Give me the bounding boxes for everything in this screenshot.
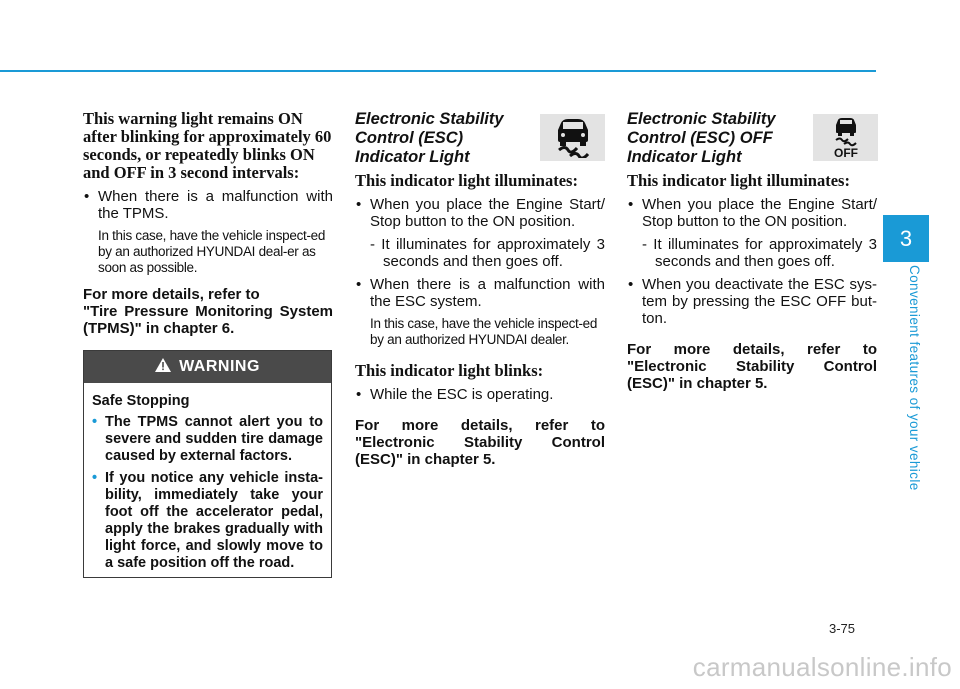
column-esc	[355, 110, 605, 468]
column-esc-off	[627, 110, 877, 392]
list-item: • When you place the Engine Start/ Stop button to the ON position.	[627, 196, 877, 230]
esc-heading: Electronic Stability Control (ESC) Indicator Light	[355, 110, 504, 166]
esc-note: In this case, have the vehicle inspect-ed by an authorized HYUNDAI dealer.	[370, 316, 598, 347]
warning-label: WARNING	[179, 358, 260, 375]
list-item: • When you deactivate the ESC sys-tem by pressing the ESC OFF but-ton.	[627, 276, 877, 327]
chapter-title: Convenient features of your vehicle	[907, 265, 922, 491]
reference-line: For more details, refer to	[83, 286, 260, 303]
esc-reference	[355, 417, 605, 468]
tpms-note: In this case, have the vehicle inspect-ed by an authorized HYUNDAI deal-er as soon as possible.	[98, 228, 326, 275]
esc-off-header-row	[627, 110, 877, 172]
reference-line: For more details, refer to	[627, 341, 877, 358]
esc-off-indicator-icon	[813, 114, 878, 161]
esc-dash-item: - It illuminates for approximately 3 seconds and then goes off.	[370, 236, 605, 270]
esc-header-row	[355, 110, 605, 172]
reference-line: For more details, refer to	[355, 417, 605, 434]
header-rule	[0, 70, 876, 72]
tpms-heading: This warning light remains ON after blinking for approximately 60 seconds, or repeatedly blinks ON and OFF in 3 second intervals:	[83, 109, 332, 182]
esc-bullets	[355, 196, 605, 230]
tpms-bullets	[83, 188, 333, 222]
esc-indicator-icon	[540, 114, 605, 161]
chapter-tab: 3	[883, 215, 929, 262]
page-number: 3-75	[829, 621, 856, 636]
watermark: carmanualsonline.info	[692, 652, 952, 682]
off-text: OFF	[833, 145, 858, 159]
reference-line: "Tire Pressure Monitoring System (TPMS)" in chapter 6.	[83, 303, 333, 337]
esc-subheading-blinks: This indicator light blinks:	[355, 361, 544, 380]
tpms-reference	[83, 286, 333, 337]
list-item: • When you place the Engine Start/ Stop button to the ON position.	[355, 196, 605, 230]
list-item: • If you notice any vehicle insta-bility, immediately take your foot off the accelerator pedal, apply the brakes gradually with light force, and slowly move to a safe position off the road.	[92, 470, 323, 572]
esc-off-reference	[627, 341, 877, 392]
warning-title: Safe Stopping	[92, 393, 190, 409]
esc-off-bullets	[627, 196, 877, 230]
list-item: • While the ESC is operating.	[355, 386, 605, 403]
esc-bullets-3	[355, 386, 605, 403]
warning-triangle-icon	[155, 358, 171, 377]
list-item: • When there is a malfunction with the TPMS.	[83, 188, 333, 222]
warning-header	[84, 351, 331, 383]
esc-off-subheading: This indicator light illuminates:	[627, 171, 850, 190]
warning-box	[83, 350, 332, 578]
esc-off-dash-item: - It illuminates for approximately 3 seconds and then goes off.	[642, 236, 877, 270]
column-tpms	[83, 110, 333, 337]
warning-body	[84, 383, 331, 572]
esc-off-heading: Electronic Stability Control (ESC) OFF Indicator Light	[627, 110, 776, 166]
esc-subheading-illuminates: This indicator light illuminates:	[355, 171, 578, 190]
esc-bullets-2	[355, 276, 605, 310]
esc-off-bullets-2	[627, 276, 877, 327]
list-item: • The TPMS cannot alert you to severe and sudden tire damage caused by external factors.	[92, 414, 323, 465]
list-item: • When there is a malfunction with the ESC system.	[355, 276, 605, 310]
warning-list	[92, 414, 323, 572]
reference-line: "Electronic Stability Control (ESC)" in chapter 5.	[355, 434, 605, 468]
reference-line: "Electronic Stability Control (ESC)" in chapter 5.	[627, 358, 877, 392]
